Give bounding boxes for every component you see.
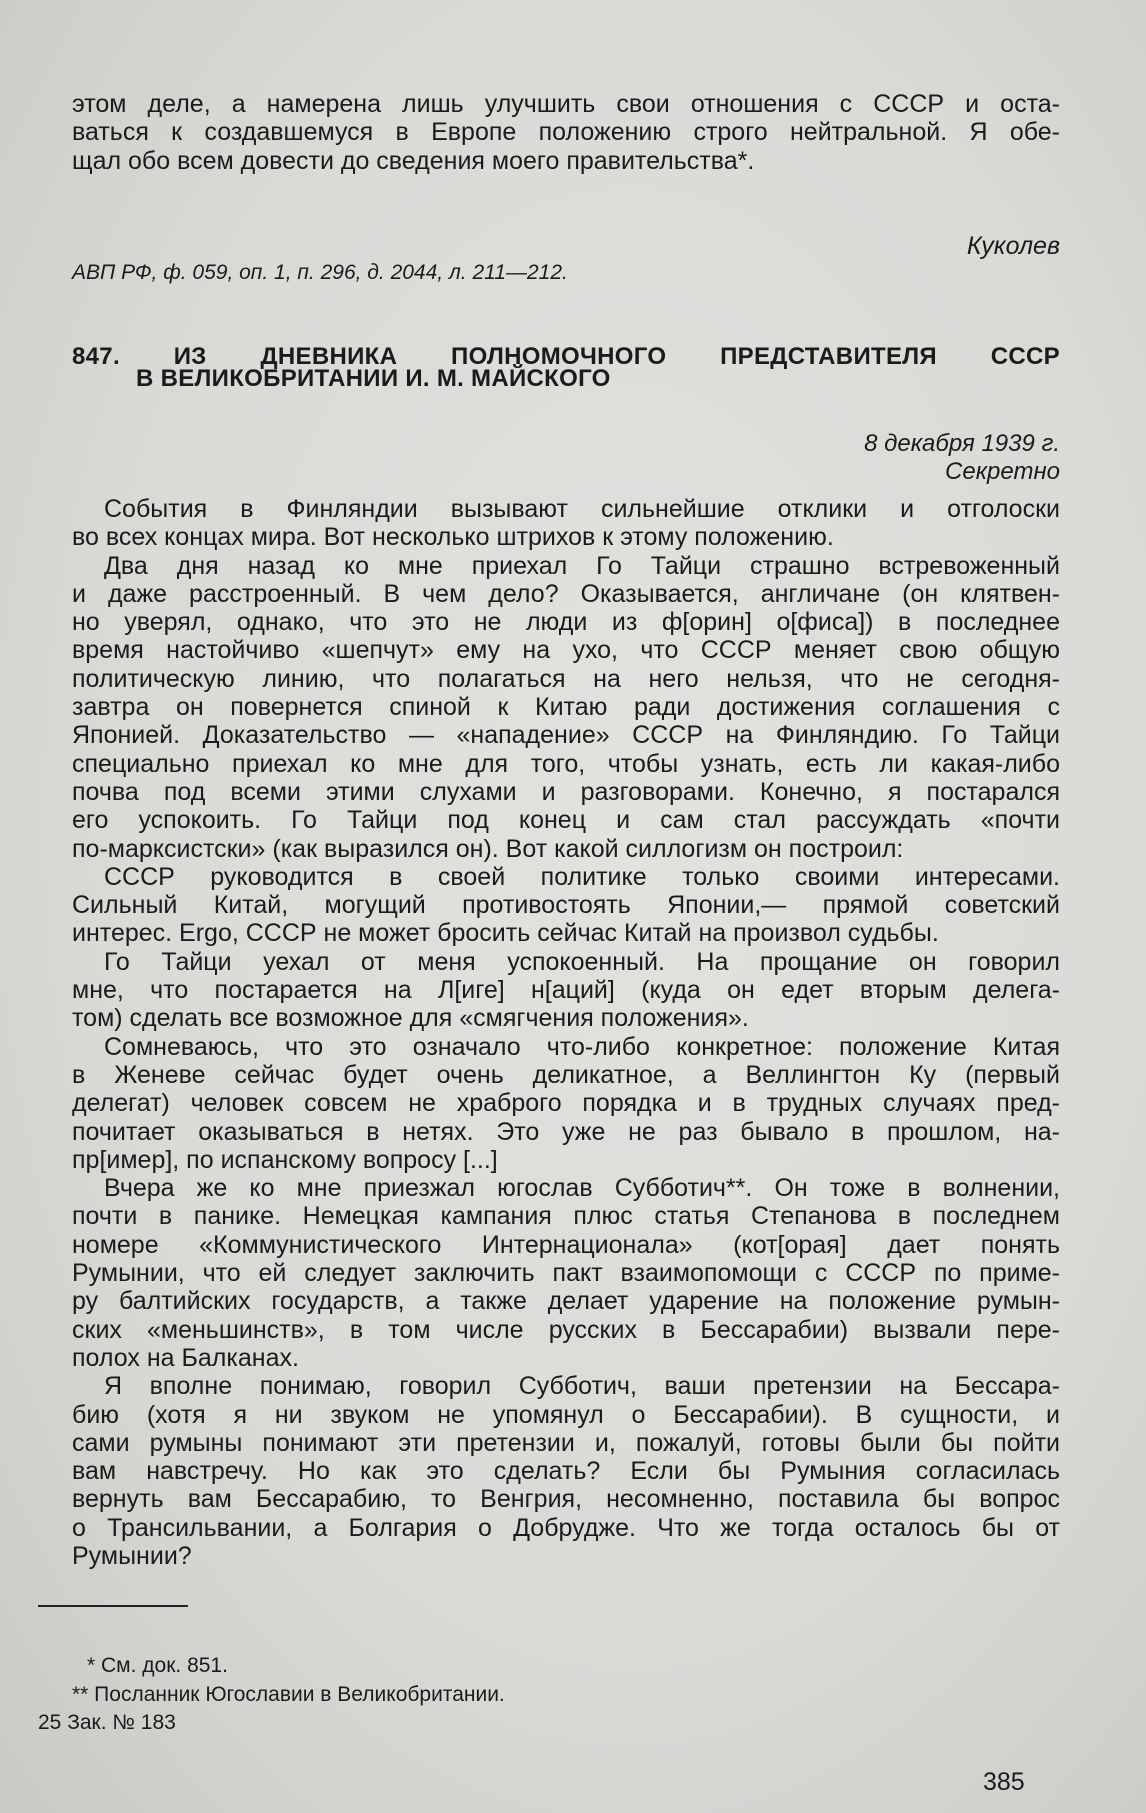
text-line: этом деле, а намерена лишь улучшить свои отношения с СССР и оста-	[72, 90, 1060, 118]
text-line: Сильный Китай, могущий противостоять Японии,— прямой советский	[72, 891, 1060, 920]
text-line: Вчера же ко мне приезжал югослав Субботич**. Он тоже в волнении,	[104, 1174, 1060, 1203]
text-line: Японией. Доказательство — «нападение» СССР на Финляндию. Го Тайци	[72, 721, 1060, 750]
text-line: Я вполне понимаю, говорил Субботич, ваши претензии на Бессара-	[104, 1372, 1060, 1401]
document-heading	[72, 343, 1060, 392]
paragraph	[72, 863, 1060, 948]
footnote-divider	[38, 1605, 188, 1607]
text-line: Два дня назад ко мне приехал Го Тайци страшно встревоженный	[104, 551, 1060, 580]
text-line: делегат) человек совсем не храброго порядка и в трудных случаях пред-	[72, 1089, 1060, 1118]
text-line: полох на Балканах.	[72, 1343, 299, 1372]
text-line: время настойчиво «шепчут» ему на ухо, что СССР меняет свою общую	[72, 636, 1060, 665]
footnote: * См. док. 851.	[87, 1654, 228, 1677]
text-line: мне, что постарается на Л[иге] н[аций] (куда он едет вторым делега-	[72, 976, 1060, 1005]
footnote: ** Посланник Югославии в Великобритании.	[72, 1683, 505, 1706]
continued-paragraph	[72, 90, 1060, 175]
paragraph	[72, 1033, 1060, 1174]
text-line: Сомневаюсь, что это означало что-либо конкретное: положение Китая	[104, 1032, 1060, 1061]
text-line: ру балтийских государств, а также делает ударение на положение румын-	[72, 1287, 1060, 1316]
text-line: завтра он повернется спиной к Китаю ради достижения соглашения с	[72, 693, 1060, 722]
text-line: интерес. Ergo, СССР не может бросить сейчас Китай на произвол судьбы.	[72, 919, 939, 948]
text-line: почитает оказываться в нетях. Это уже не раз бывало в прошлом, на-	[72, 1117, 1060, 1146]
text-line: вернуть вам Бессарабию, то Венгрия, несомненно, поставила бы вопрос	[72, 1485, 1060, 1514]
heading-line: 847. ИЗ ДНЕВНИКА ПОЛНОМОЧНОГО ПРЕДСТАВИТЕЛЯ СССР	[72, 343, 1060, 370]
text-line: ских «меньшинств», в том числе русских в Бессарабии) вызвали пере-	[72, 1315, 1060, 1344]
text-line: по-марксистски» (как выразился он). Вот какой силлогизм он построил:	[72, 834, 904, 863]
text-line: бию (хотя я ни звуком не упомянул о Бессарабии). В сущности, и	[72, 1400, 1060, 1429]
text-line: Румынии, что ей следует заключить пакт взаимопомощи с СССР по приме-	[72, 1259, 1060, 1288]
paragraph	[72, 948, 1060, 1033]
text-line: сами румыны понимают эти претензии и, пожалуй, готовы были бы пойти	[72, 1428, 1060, 1457]
classification: Секретно	[945, 458, 1060, 485]
printer-signature-mark: 25 Зак. № 183	[38, 1711, 176, 1734]
text-line: но уверял, однако, что это не люди из ф[орин] о[фиса]) в последнее	[72, 608, 1060, 637]
text-line: о Трансильвании, а Болгария о Добрудже. Что же тогда осталось бы от	[72, 1513, 1060, 1542]
paragraph	[72, 552, 1060, 863]
document-body	[72, 495, 1060, 1570]
text-line: номере «Коммунистического Интернационала» (кот[орая] дает понять	[72, 1230, 1060, 1259]
text-line: щал обо всем довести до сведения моего правительства*.	[72, 146, 755, 175]
text-line: его успокоить. Го Тайци под конец и сам стал рассуждать «почти	[72, 806, 1060, 835]
text-line: вам навстречу. Но как это сделать? Если бы Румыния согласилась	[72, 1457, 1060, 1486]
paragraph	[72, 1372, 1060, 1570]
text-line: ваться к создавшемуся в Европе положению строго нейтральной. Я обе-	[72, 118, 1060, 147]
text-line: СССР руководится в своей политике только своими интересами.	[104, 862, 1060, 891]
text-line: События в Финляндии вызывают сильнейшие отклики и отголоски	[104, 495, 1060, 523]
text-line: том) сделать все возможное для «смягчения положения».	[72, 1004, 749, 1033]
text-line: пр[имер], по испанскому вопросу [...]	[72, 1145, 498, 1174]
signature: Куколев	[966, 232, 1060, 260]
text-line: в Женеве сейчас будет очень деликатное, а Веллингтон Ку (первый	[72, 1060, 1060, 1089]
text-line: Го Тайци уехал от меня успокоенный. На прощание он говорил	[104, 947, 1060, 976]
paragraph	[72, 495, 1060, 552]
text-line: специально приехал ко мне для того, чтобы узнать, есть ли какая-либо	[72, 749, 1060, 778]
text-line: почти в панике. Немецкая кампания плюс статья Степанова в последнем	[72, 1202, 1060, 1231]
document-date: 8 декабря 1939 г.	[864, 430, 1060, 457]
heading-line: В ВЕЛИКОБРИТАНИИ И. М. МАЙСКОГО	[136, 365, 611, 392]
text-line: во всех концах мира. Вот несколько штрихов к этому положению.	[72, 523, 834, 552]
paragraph	[72, 1174, 1060, 1372]
text-line: политическую линию, что полагаться на него нельзя, что не сегодня-	[72, 664, 1060, 693]
archive-source: АВП РФ, ф. 059, оп. 1, п. 296, д. 2044, л. 211—212.	[72, 261, 568, 284]
page-number: 385	[983, 1768, 1025, 1796]
text-line: почва под всеми этими слухами и разговорами. Конечно, я постарался	[72, 777, 1060, 806]
text-line: и даже расстроенный. В чем дело? Оказывается, англичане (он клятвен-	[72, 579, 1060, 608]
text-line: Румынии?	[72, 1541, 192, 1570]
